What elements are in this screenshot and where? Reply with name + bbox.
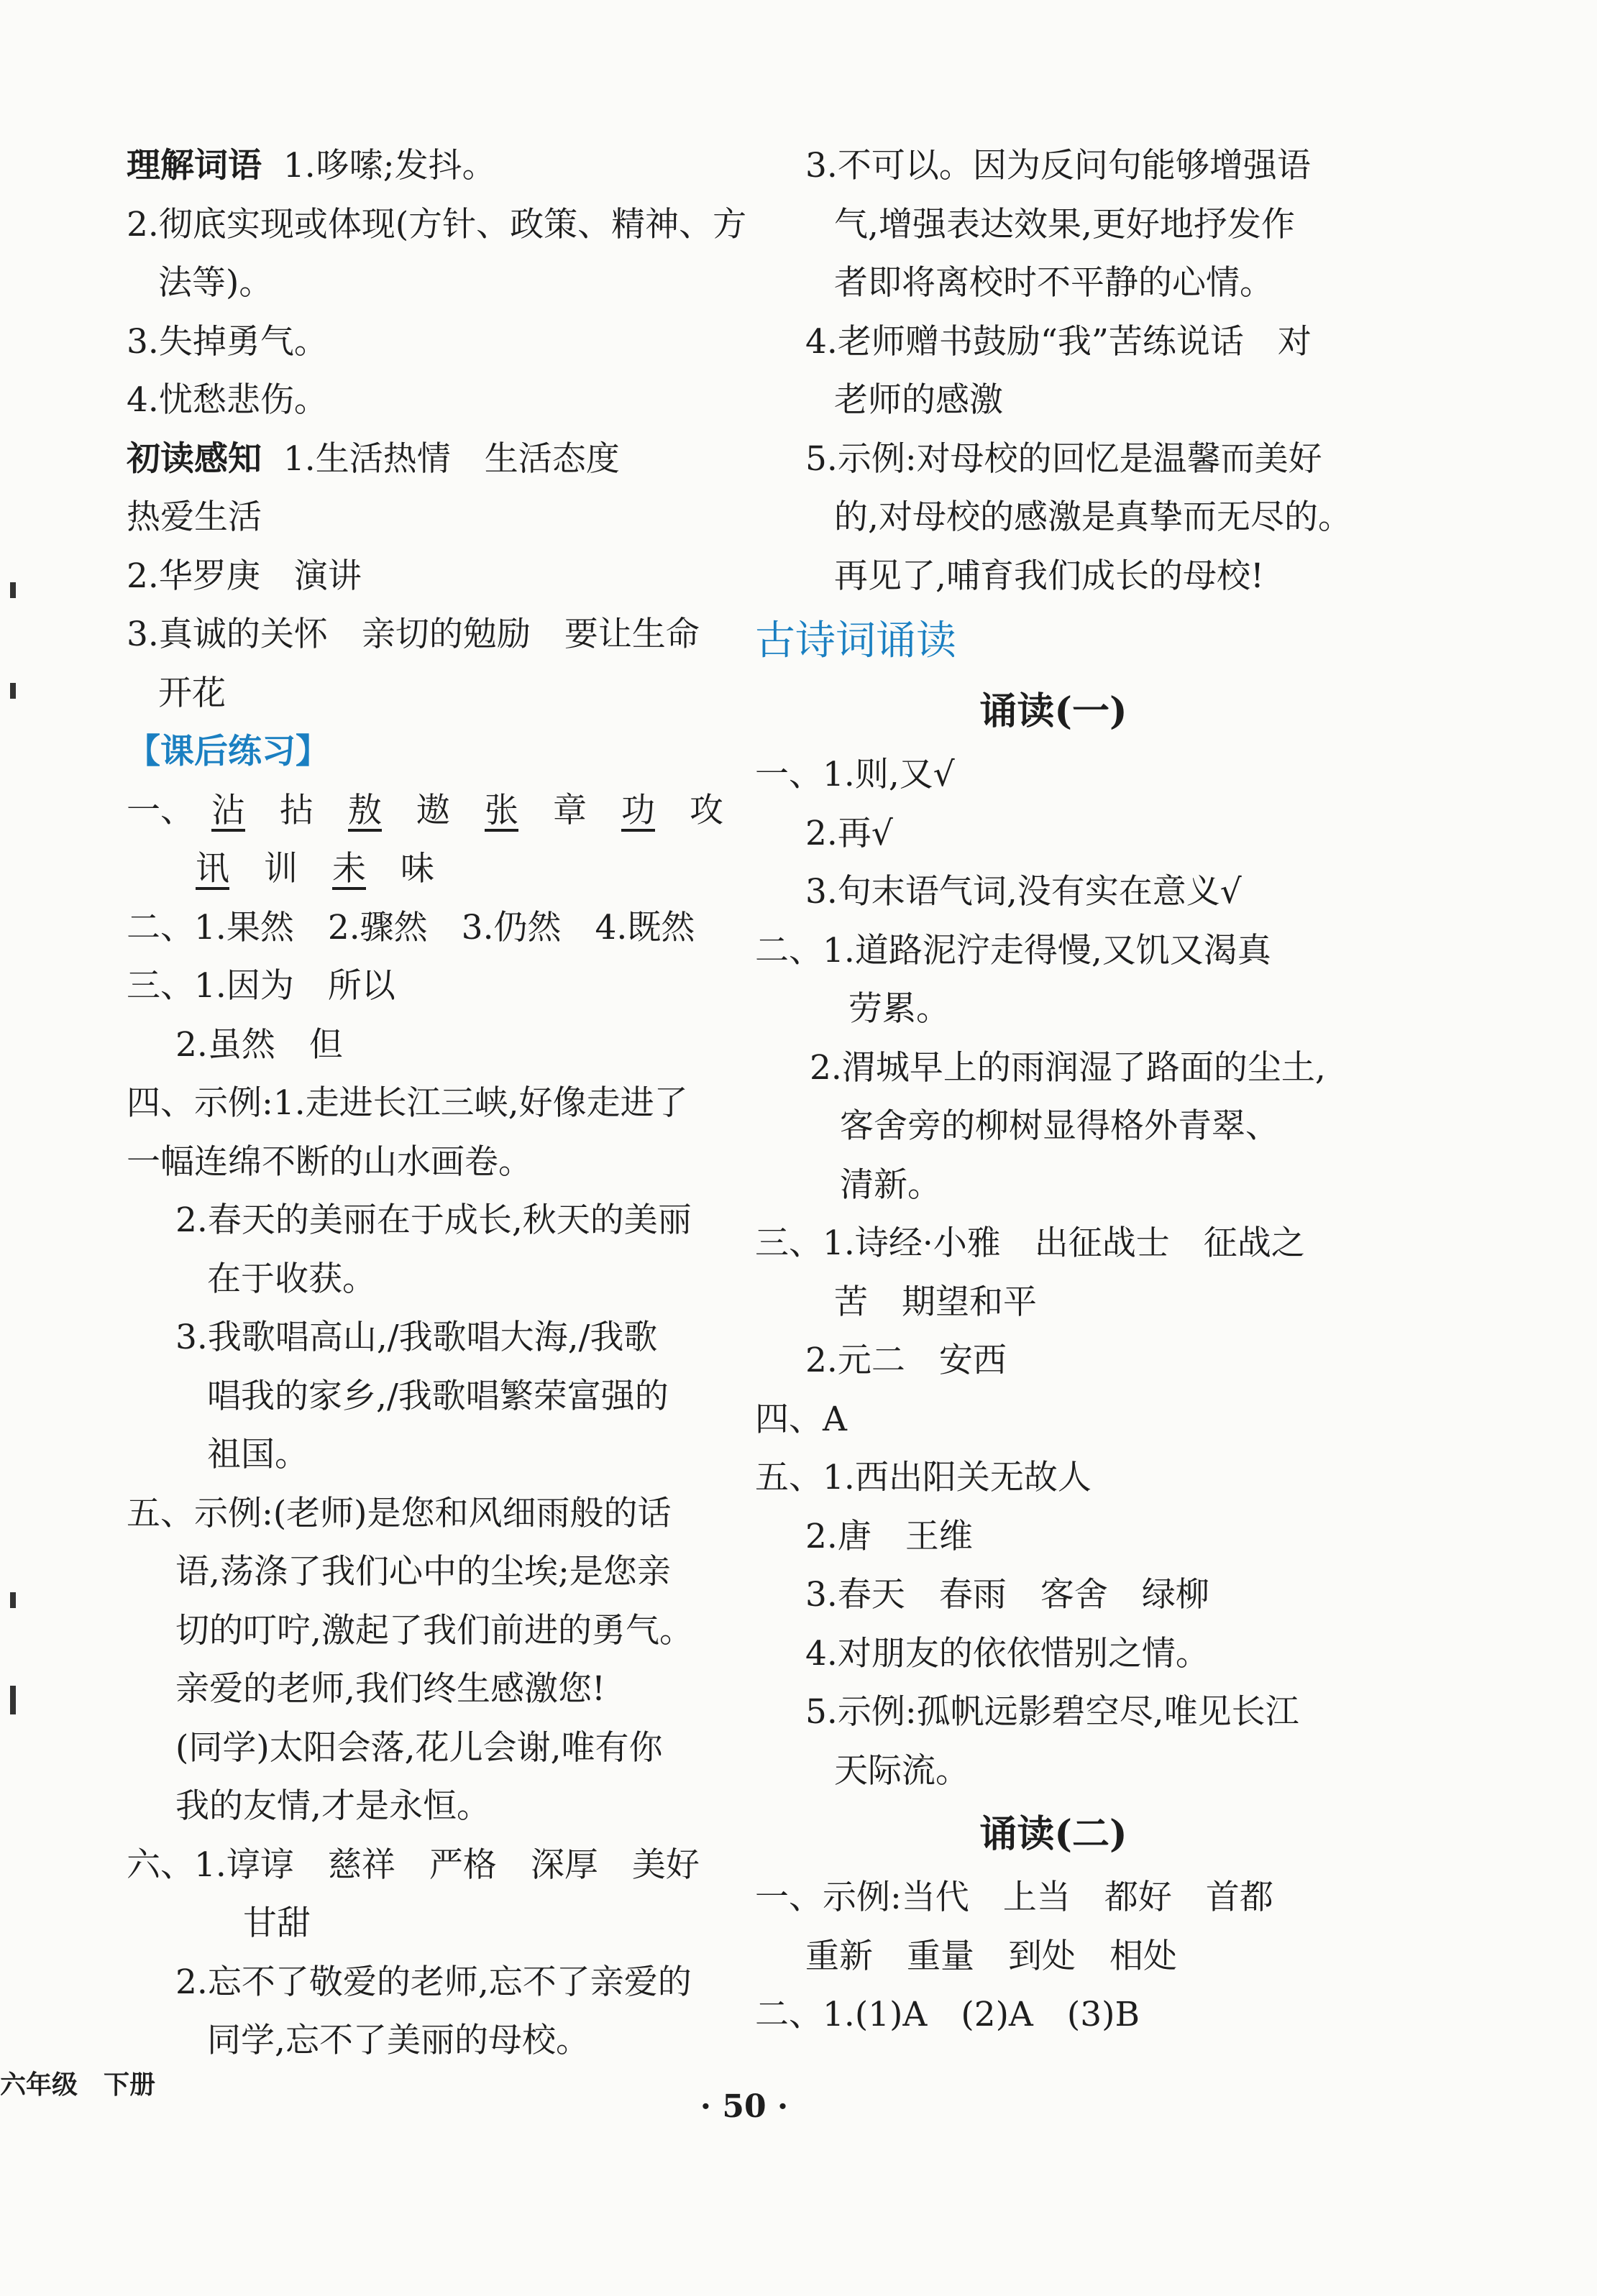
answer-line: 2.彻底实现或体现(方针、政策、精神、方 [127,204,747,244]
answer-line: 法等)。 [158,263,273,303]
scan-mark [10,683,16,699]
answer-line: 开花 [158,673,226,713]
answer-line: 2.虽然 但 [175,1024,343,1065]
answer-line: 语,荡涤了我们心中的尘埃;是您亲 [175,1552,671,1592]
answer-text: 1.生活热情 生活态度 [283,438,620,479]
answer-line: 4.对朋友的依依惜别之情。 [805,1633,1209,1673]
answer-line [127,430,723,489]
answer-line: 我的友情,才是永恒。 [175,1786,490,1826]
answer-line: 五、1.西出阳关无故人 [755,1458,1092,1497]
page-number: · 50 · [700,2088,789,2125]
answer-line: 3.春天 春雨 客舍 绿柳 [805,1575,1209,1615]
answer-line [127,137,723,196]
answer-line: 2.忘不了敬爱的老师,忘不了亲爱的 [175,1962,692,2002]
word: 功 [621,790,655,830]
answer-line: 热爱生活 [127,497,262,537]
word: 拈 [280,790,314,830]
answer-line: 2.渭城早上的雨润湿了路面的尘土, [810,1047,1326,1088]
answer-line [127,781,723,840]
answer-line: (同学)太阳会落,花儿会谢,唯有你 [175,1727,663,1768]
exercise-heading: 【课后练习】 [127,732,329,771]
right-column [755,137,1352,2044]
section-title: 古诗词诵读 [755,617,956,664]
answer-line: 3.句末语气词,没有实在意义√ [805,872,1242,911]
answer-line: 气,增强表达效果,更好地抒发作 [834,204,1295,244]
answer-line: 5.示例:孤帆远影碧空尽,唯见长江 [805,1692,1299,1732]
left-column [127,137,747,2070]
answer-line: 苦 期望和平 [834,1282,1037,1322]
answer-line: 四、A [755,1399,847,1439]
word: 沾 [211,790,245,830]
answer-line: 客舍旁的柳树显得格外青翠、 [840,1106,1279,1146]
answer-line: 5.示例:对母校的回忆是温馨而美好 [805,438,1322,479]
answer-line: 三、1.诗经·小雅 出征战士 征战之 [755,1223,1305,1263]
answer-line: 五、示例:(老师)是您和风细雨般的话 [127,1493,672,1533]
section-label: 理解词语 [127,146,262,185]
word: 攻 [690,790,723,830]
answer-line: 三、1.因为 所以 [127,966,395,1006]
answer-line: 亲爱的老师,我们终生感激您! [175,1669,605,1709]
answer-line: 一、示例:当代 上当 都好 首都 [755,1878,1273,1917]
answer-line: 3.我歌唱高山,/我歌唱大海,/我歌 [175,1318,658,1357]
answer-line: 一幅连绵不断的山水画卷。 [127,1142,532,1182]
subsection-title: 诵读(一) [979,689,1127,733]
answer-line: 二、1.果然 2.骤然 3.仍然 4.既然 [127,907,695,947]
answer-line: 劳累。 [848,989,950,1029]
subsection-title: 诵读(二) [979,1812,1127,1856]
answer-line: 3.失掉勇气。 [127,321,328,362]
word: 遨 [416,790,450,830]
answer-line: 祖国。 [207,1435,308,1474]
word: 张 [485,790,518,830]
answer-line: 者即将离校时不平静的心情。 [834,263,1273,303]
answer-line: 一、1.则,又√ [755,755,955,794]
answer-line: 在于收获。 [207,1259,376,1299]
word: 味 [401,849,434,888]
answer-line: 二、1.(1)A (2)A (3)B [755,1995,1140,2034]
answer-line: 同学,忘不了美丽的母校。 [207,2021,590,2060]
answer-text: 1.哆嗦;发抖。 [283,146,496,185]
word: 敖 [348,790,382,830]
answer-line: 重新 重量 到处 相处 [805,1936,1177,1976]
answer-line: 4.忧愁悲伤。 [127,380,328,420]
answer-line: 2.华罗庚 演讲 [127,556,362,596]
answer-line: 再见了,哺育我们成长的母校! [834,556,1264,596]
answer-line: 2.唐 王维 [805,1516,973,1556]
answer-line: 甘甜 [243,1904,311,1943]
answer-line: 二、1.道路泥泞走得慢,又饥又渴真 [755,930,1271,970]
word: 训 [264,849,298,888]
item-prefix: 一、 [127,790,194,830]
word: 未 [332,849,366,888]
answer-line: 3.真诚的关怀 亲切的勉励 要让生命 [127,615,700,654]
answer-line: 老师的感激 [834,380,1003,420]
answer-line: 2.再√ [805,813,893,853]
grade-label: 六年级 下册 [0,2070,156,2100]
word: 章 [553,790,587,830]
answer-line: 唱我的家乡,/我歌唱繁荣富强的 [207,1376,669,1416]
answer-line: 天际流。 [834,1750,969,1791]
word: 讯 [196,849,229,888]
answer-line: 的,对母校的感激是真挚而无尽的。 [834,497,1352,537]
scan-mark [10,582,16,598]
answer-line [127,840,723,899]
scan-mark [10,1592,16,1608]
answer-line: 2.春天的美丽在于成长,秋天的美丽 [175,1200,692,1240]
answer-line: 3.不可以。因为反问句能够增强语 [805,146,1311,185]
answer-line: 4.老师赠书鼓励“我”苦练说话 对 [805,321,1312,362]
section-label: 初读感知 [127,438,262,479]
answer-line: 2.元二 安西 [805,1341,1007,1380]
answer-line: 四、示例:1.走进长江三峡,好像走进了 [127,1083,688,1123]
scan-mark [10,1686,16,1714]
answer-line: 六、1.谆谆 慈祥 严格 深厚 美好 [127,1845,700,1885]
answer-line: 清新。 [840,1165,941,1205]
answer-line: 切的叮咛,激起了我们前进的勇气。 [175,1610,693,1650]
